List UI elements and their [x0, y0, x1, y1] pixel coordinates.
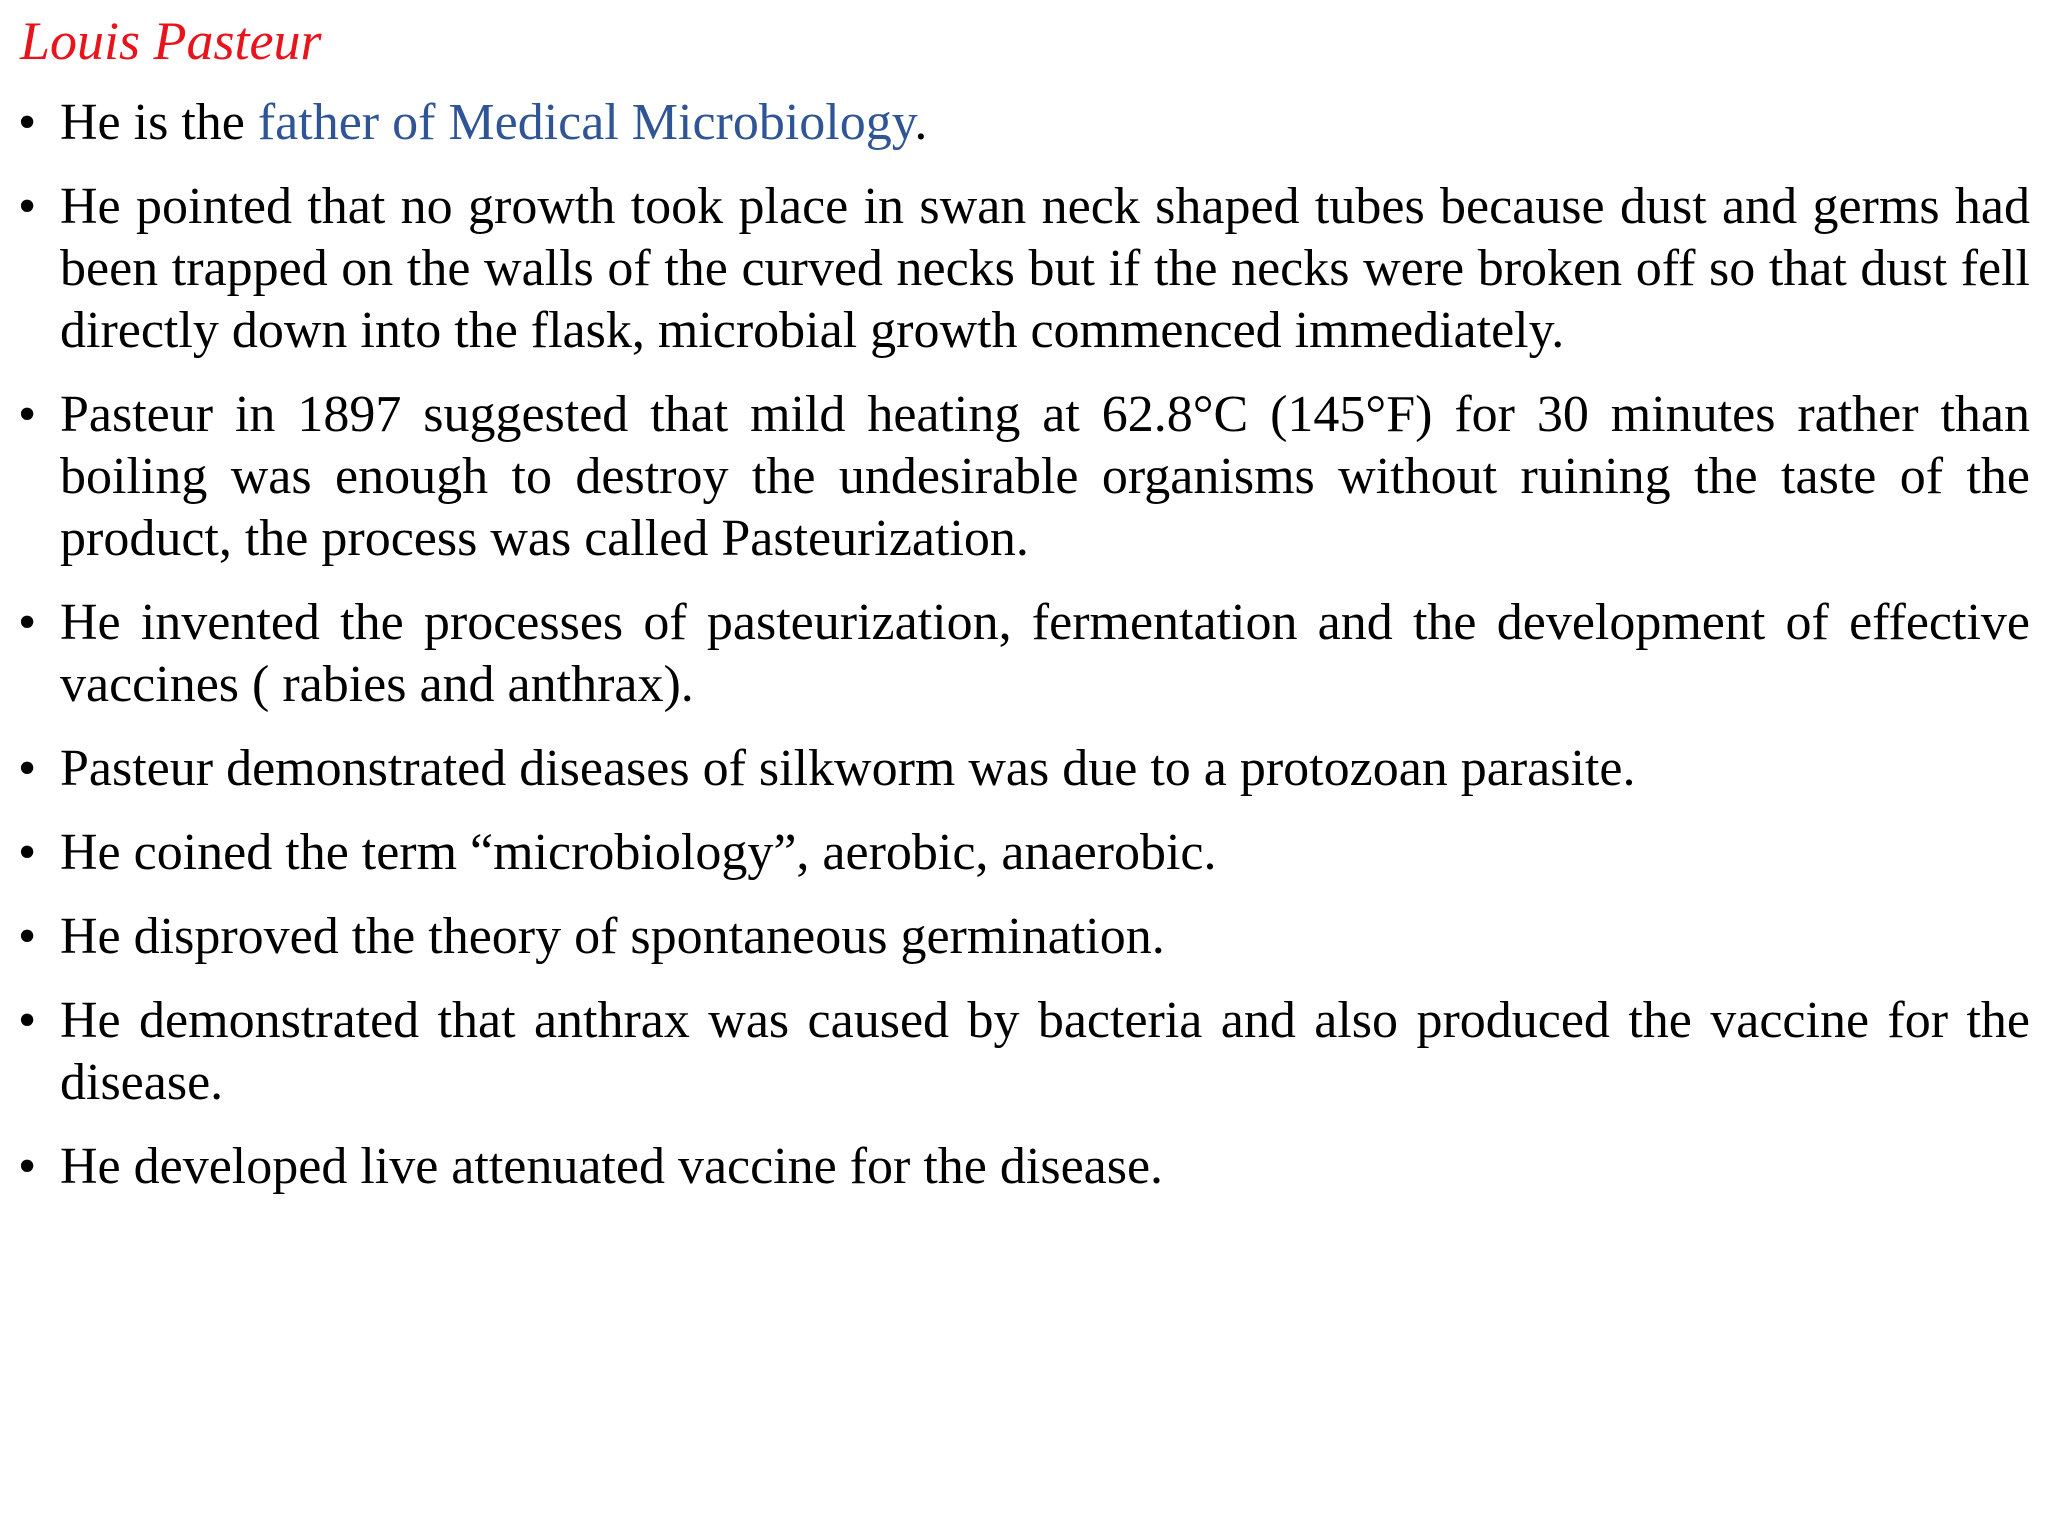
bullet-icon: • [18, 824, 37, 881]
slide-title: Louis Pasteur [20, 11, 322, 71]
bullet-text: He developed live attenuated vaccine for the disease. [60, 1138, 1164, 1195]
bullet-item [18, 990, 2030, 1114]
bullet-item [18, 738, 2030, 800]
bullet-text: Pasteur in 1897 suggested that mild heating at 62.8°C (145°F) for 30 minutes rather than boiling was enough to destroy the undesirable organisms without ruining the taste of the product, the process was called Pasteurization. [60, 386, 2030, 567]
bullet-text-before: He is the [60, 94, 258, 151]
bullet-text-after: . [914, 94, 928, 151]
bullet-icon: • [18, 94, 37, 151]
bullet-item [18, 176, 2030, 362]
bullet-icon: • [18, 992, 37, 1049]
bullet-item [18, 384, 2030, 570]
bullet-item [18, 822, 2030, 884]
bullet-text: He disproved the theory of spontaneous germination. [60, 908, 1165, 965]
bullet-item [18, 592, 2030, 716]
bullet-icon: • [18, 1138, 37, 1195]
bullet-item [18, 906, 2030, 968]
bullet-text: He pointed that no growth took place in swan neck shaped tubes because dust and germs had been trapped on the walls of the curved necks but if the necks were broken off so that dust fell directly down into the flask, microbial growth commenced immediately. [60, 178, 2030, 359]
bullet-text: He invented the processes of pasteurization, fermentation and the development of effective vaccines ( rabies and anthrax). [60, 594, 2030, 713]
bullet-icon: • [18, 908, 37, 965]
bullet-text: He coined the term “microbiology”, aerobic, anaerobic. [60, 824, 1217, 881]
bullet-icon: • [18, 740, 37, 797]
bullet-icon: • [18, 386, 37, 443]
bullet-highlight-text: father of Medical Microbiology [257, 94, 915, 151]
bullet-text: Pasteur demonstrated diseases of silkworm was due to a protozoan parasite. [60, 740, 1636, 797]
bullet-list [18, 92, 2030, 1220]
bullet-item [18, 1136, 2030, 1198]
bullet-icon: • [18, 178, 37, 235]
bullet-item [18, 92, 2030, 154]
bullet-icon: • [18, 594, 37, 651]
bullet-text: He demonstrated that anthrax was caused by bacteria and also produced the vaccine for the disease. [60, 992, 2030, 1111]
